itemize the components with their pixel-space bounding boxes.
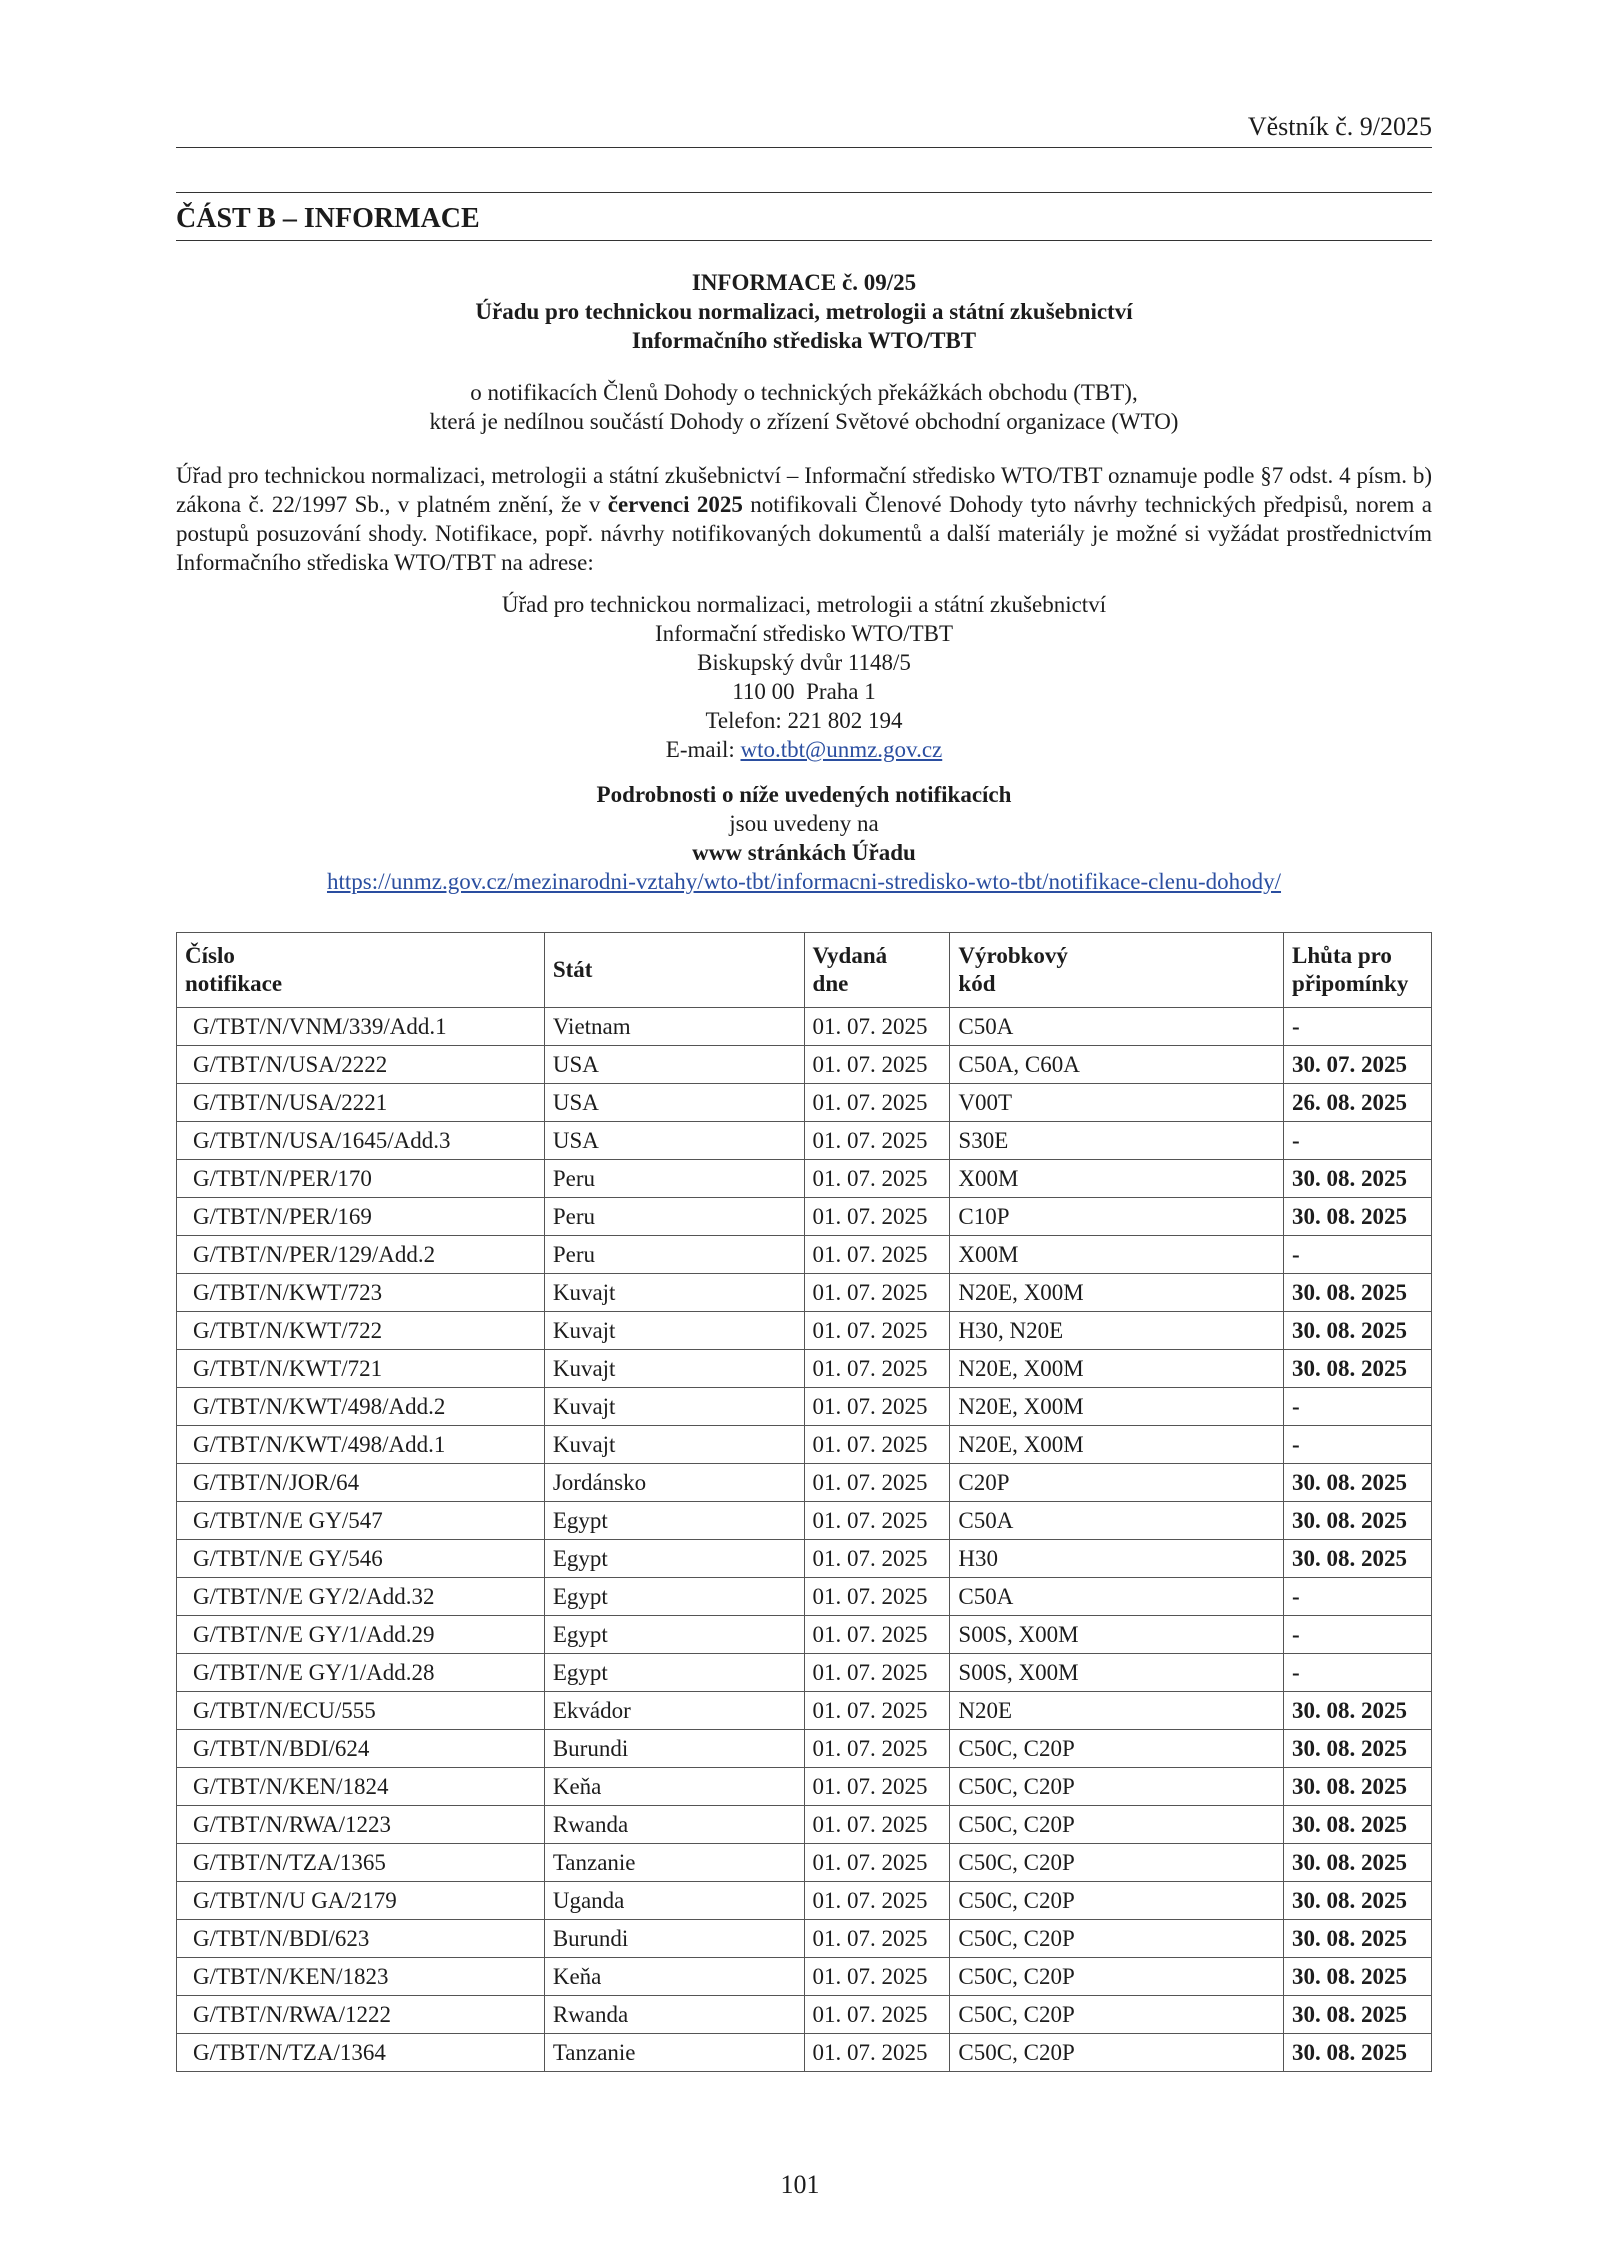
issued-date-cell: 01. 07. 2025 [804,1350,950,1388]
issued-date-cell: 01. 07. 2025 [804,1616,950,1654]
product-code-cell: C20P [950,1464,1284,1502]
issued-date-cell: 01. 07. 2025 [804,1768,950,1806]
notification-number-cell: G/TBT/N/PER/169 [177,1198,545,1236]
deadline-cell: 30. 08. 2025 [1284,1958,1432,1996]
issued-date-cell: 01. 07. 2025 [804,1198,950,1236]
deadline-cell: - [1284,1122,1432,1160]
table-row [177,1920,1432,1958]
notification-number-cell: G/TBT/N/KWT/498/Add.1 [177,1426,545,1464]
country-cell: Egypt [544,1578,804,1616]
product-code-cell: X00M [950,1236,1284,1274]
notification-number-cell: G/TBT/N/USA/2221 [177,1084,545,1122]
notification-number-cell: G/TBT/N/BDI/623 [177,1920,545,1958]
bulletin-issue: Věstník č. 9/2025 [1247,112,1432,141]
address-line1: Úřad pro technickou normalizaci, metrologii a státní zkušebnictví [501,592,1107,617]
product-code-cell: C50C, C20P [950,1882,1284,1920]
table-row [177,1008,1432,1046]
product-code-cell: C50C, C20P [950,1996,1284,2034]
country-cell: Kuvajt [544,1350,804,1388]
section-rule-bottom [176,240,1432,241]
product-code-cell: N20E, X00M [950,1426,1284,1464]
country-cell: Keňa [544,1958,804,1996]
notification-number-cell: G/TBT/N/E GY/547 [177,1502,545,1540]
deadline-cell: 30. 08. 2025 [1284,1198,1432,1236]
country-cell: Tanzanie [544,2034,804,2072]
issued-date-cell: 01. 07. 2025 [804,1996,950,2034]
table-row [177,1160,1432,1198]
address-block [176,590,1432,764]
product-code-cell: N20E [950,1692,1284,1730]
country-cell: Kuvajt [544,1426,804,1464]
deadline-cell: - [1284,1008,1432,1046]
email-label: E-mail: [665,737,741,762]
country-cell: Egypt [544,1654,804,1692]
deadline-cell: - [1284,1616,1432,1654]
issued-date-cell: 01. 07. 2025 [804,1046,950,1084]
issued-date-cell: 01. 07. 2025 [804,1730,950,1768]
product-code-cell: C50C, C20P [950,1768,1284,1806]
notification-number-cell: G/TBT/N/RWA/1222 [177,1996,545,2034]
deadline-cell: - [1284,1578,1432,1616]
issued-date-cell: 01. 07. 2025 [804,1084,950,1122]
notification-number-cell: G/TBT/N/BDI/624 [177,1730,545,1768]
notification-number-cell: G/TBT/N/ECU/555 [177,1692,545,1730]
country-cell: Kuvajt [544,1274,804,1312]
notification-number-cell: G/TBT/N/E GY/1/Add.28 [177,1654,545,1692]
table-row [177,1236,1432,1274]
info-subject [176,378,1432,436]
notification-number-cell: G/TBT/N/KEN/1823 [177,1958,545,1996]
table-body [177,1008,1432,2072]
address-line4: 110 00 Praha 1 [732,679,876,704]
table-row [177,1882,1432,1920]
product-code-cell: N20E, X00M [950,1388,1284,1426]
country-cell: Uganda [544,1882,804,1920]
table-row [177,1996,1432,2034]
notification-number-cell: G/TBT/N/PER/129/Add.2 [177,1236,545,1274]
intro-paragraph [176,461,1432,577]
country-cell: Ekvádor [544,1692,804,1730]
product-code-cell: C10P [950,1198,1284,1236]
intro-text-2: notifikovali Členové Dohody tyto návrhy technických předpisů, norem a postupů posuzování shody. Notifikace, popř. návrhy notifikovaných dokumentů a další materiály je možné si vyžádat prostřednictvím Informačního střediska WTO/TBT na adrese: [176,492,1433,575]
table-row [177,1654,1432,1692]
notification-number-cell: G/TBT/N/RWA/1223 [177,1806,545,1844]
product-code-cell: C50A, C60A [950,1046,1284,1084]
issued-date-cell: 01. 07. 2025 [804,1882,950,1920]
notification-number-cell: G/TBT/N/JOR/64 [177,1464,545,1502]
table-row [177,1768,1432,1806]
product-code-cell: H30, N20E [950,1312,1284,1350]
table-row [177,1388,1432,1426]
intro-text-bold: červenci 2025 [607,492,743,517]
notification-number-cell: G/TBT/N/USA/2222 [177,1046,545,1084]
issued-date-cell: 01. 07. 2025 [804,1502,950,1540]
notification-number-cell: G/TBT/N/E GY/2/Add.32 [177,1578,545,1616]
info-about-line1: o notifikacích Členů Dohody o technických překážkách obchodu (TBT), [470,380,1138,405]
notification-number-cell: G/TBT/N/KEN/1824 [177,1768,545,1806]
country-cell: Jordánsko [544,1464,804,1502]
issued-date-cell: 01. 07. 2025 [804,1578,950,1616]
notification-number-cell: G/TBT/N/KWT/721 [177,1350,545,1388]
table-row [177,1502,1432,1540]
issued-date-cell: 01. 07. 2025 [804,1426,950,1464]
deadline-cell: 30. 08. 2025 [1284,1274,1432,1312]
country-cell: Vietnam [544,1008,804,1046]
product-code-cell: C50A [950,1008,1284,1046]
deadline-cell: 26. 08. 2025 [1284,1084,1432,1122]
product-code-cell: C50C, C20P [950,1958,1284,1996]
product-code-cell: C50C, C20P [950,1730,1284,1768]
deadline-cell: 30. 08. 2025 [1284,1160,1432,1198]
deadline-cell: 30. 08. 2025 [1284,1540,1432,1578]
issued-date-cell: 01. 07. 2025 [804,1236,950,1274]
table-row [177,1540,1432,1578]
country-cell: USA [544,1046,804,1084]
info-about-line2: která je nedílnou součástí Dohody o zřízení Světové obchodní organizace (WTO) [429,409,1179,434]
deadline-cell: 30. 08. 2025 [1284,1768,1432,1806]
deadline-cell: 30. 08. 2025 [1284,1502,1432,1540]
table-header-row [177,933,1432,1008]
table-row [177,1312,1432,1350]
country-cell: Burundi [544,1730,804,1768]
address-email-line [176,735,1432,764]
deadline-cell: 30. 08. 2025 [1284,1464,1432,1502]
country-cell: Egypt [544,1616,804,1654]
deadline-cell: - [1284,1236,1432,1274]
country-cell: Peru [544,1160,804,1198]
notification-number-cell: G/TBT/N/KWT/722 [177,1312,545,1350]
issued-date-cell: 01. 07. 2025 [804,1388,950,1426]
table-row [177,1806,1432,1844]
deadline-cell: 30. 08. 2025 [1284,1844,1432,1882]
notification-number-cell: G/TBT/N/KWT/723 [177,1274,545,1312]
product-code-cell: C50C, C20P [950,1844,1284,1882]
issued-date-cell: 01. 07. 2025 [804,1274,950,1312]
email-link[interactable]: wto.tbt@unmz.gov.cz [740,737,943,762]
country-cell: Rwanda [544,1996,804,2034]
notification-number-cell: G/TBT/N/TZA/1364 [177,2034,545,2072]
product-code-cell: X00M [950,1160,1284,1198]
product-code-cell: V00T [950,1084,1284,1122]
issued-date-cell: 01. 07. 2025 [804,1122,950,1160]
country-cell: Burundi [544,1920,804,1958]
deadline-cell: 30. 08. 2025 [1284,1692,1432,1730]
product-code-cell: S00S, X00M [950,1654,1284,1692]
issued-date-cell: 01. 07. 2025 [804,1806,950,1844]
issued-date-cell: 01. 07. 2025 [804,1008,950,1046]
table-row [177,1350,1432,1388]
country-cell: Keňa [544,1768,804,1806]
issued-date-cell: 01. 07. 2025 [804,1654,950,1692]
issued-date-cell: 01. 07. 2025 [804,1692,950,1730]
notification-number-cell: G/TBT/N/E GY/546 [177,1540,545,1578]
info-number: INFORMACE č. 09/25 [691,270,917,295]
table-row [177,1426,1432,1464]
country-cell: Kuvajt [544,1312,804,1350]
col-header-country: Stát [544,933,804,1008]
details-line1: Podrobnosti o níže uvedených notifikacích [596,782,1012,807]
product-code-cell: S30E [950,1122,1284,1160]
deadline-cell: - [1284,1388,1432,1426]
notification-number-cell: G/TBT/N/USA/1645/Add.3 [177,1122,545,1160]
issued-date-cell: 01. 07. 2025 [804,1920,950,1958]
address-line3: Biskupský dvůr 1148/5 [697,650,911,675]
deadline-cell: 30. 08. 2025 [1284,1920,1432,1958]
table-row [177,1464,1432,1502]
section-rule-top [176,192,1432,193]
notification-number-cell: G/TBT/N/PER/170 [177,1160,545,1198]
notification-number-cell: G/TBT/N/VNM/339/Add.1 [177,1008,545,1046]
col-header-notification-number: Číslo notifikace [177,933,545,1008]
table-row [177,2034,1432,2072]
table-row [177,1730,1432,1768]
table-row [177,1844,1432,1882]
product-code-cell: H30 [950,1540,1284,1578]
header-rule [176,147,1432,148]
notification-number-cell: G/TBT/N/E GY/1/Add.29 [177,1616,545,1654]
intro-text-1: Úřad pro technickou normalizaci, metrologii a státní zkušebnictví – Informační středisko WTO/TBT oznamuje podle §7 odst. 4 písm. b) zákona č. 22/1997 Sb., v platném znění, že v [176,463,1432,517]
country-cell: Rwanda [544,1806,804,1844]
page-number: 101 [780,2170,820,2199]
notification-number-cell: G/TBT/N/KWT/498/Add.2 [177,1388,545,1426]
country-cell: Kuvajt [544,1388,804,1426]
info-center: Informačního střediska WTO/TBT [631,328,977,353]
issued-date-cell: 01. 07. 2025 [804,2034,950,2072]
deadline-cell: 30. 08. 2025 [1284,2034,1432,2072]
col-header-comment-deadline: Lhůta pro připomínky [1284,933,1432,1008]
product-code-cell: N20E, X00M [950,1350,1284,1388]
product-code-cell: C50C, C20P [950,1806,1284,1844]
details-block [176,780,1432,896]
product-code-cell: C50C, C20P [950,1920,1284,1958]
col-header-issued: Vydaná dne [804,933,950,1008]
product-code-cell: N20E, X00M [950,1274,1284,1312]
table-row [177,1958,1432,1996]
deadline-cell: 30. 08. 2025 [1284,1730,1432,1768]
info-office: Úřadu pro technickou normalizaci, metrologii a státní zkušebnictví [475,299,1133,324]
product-code-cell: C50A [950,1502,1284,1540]
notification-number-cell: G/TBT/N/U GA/2179 [177,1882,545,1920]
deadline-cell: 30. 08. 2025 [1284,1996,1432,2034]
product-code-cell: C50A [950,1578,1284,1616]
table-row [177,1274,1432,1312]
country-cell: Egypt [544,1540,804,1578]
country-cell: Tanzanie [544,1844,804,1882]
deadline-cell: - [1284,1654,1432,1692]
table-row [177,1084,1432,1122]
deadline-cell: 30. 08. 2025 [1284,1350,1432,1388]
country-cell: Peru [544,1198,804,1236]
address-line2: Informační středisko WTO/TBT [654,621,954,646]
deadline-cell: 30. 08. 2025 [1284,1806,1432,1844]
table-row [177,1046,1432,1084]
issued-date-cell: 01. 07. 2025 [804,1312,950,1350]
deadline-cell: 30. 08. 2025 [1284,1882,1432,1920]
product-code-cell: C50C, C20P [950,2034,1284,2072]
issued-date-cell: 01. 07. 2025 [804,1540,950,1578]
issued-date-cell: 01. 07. 2025 [804,1844,950,1882]
country-cell: USA [544,1122,804,1160]
details-line2: jsou uvedeny na [729,811,879,836]
notifications-table [176,932,1432,2072]
deadline-cell: - [1284,1426,1432,1464]
table-row [177,1692,1432,1730]
deadline-cell: 30. 07. 2025 [1284,1046,1432,1084]
table-row [177,1198,1432,1236]
country-cell: USA [544,1084,804,1122]
section-title: ČÁST B – INFORMACE [176,203,480,234]
details-line3: www stránkách Úřadu [692,840,916,865]
issued-date-cell: 01. 07. 2025 [804,1464,950,1502]
table-row [177,1616,1432,1654]
notification-number-cell: G/TBT/N/TZA/1365 [177,1844,545,1882]
info-heading [176,268,1432,355]
table-row [177,1578,1432,1616]
deadline-cell: 30. 08. 2025 [1284,1312,1432,1350]
col-header-product-code: Výrobkový kód [950,933,1284,1008]
country-cell: Peru [544,1236,804,1274]
issued-date-cell: 01. 07. 2025 [804,1160,950,1198]
issued-date-cell: 01. 07. 2025 [804,1958,950,1996]
address-phone: Telefon: 221 802 194 [705,708,903,733]
details-url-link[interactable]: https://unmz.gov.cz/mezinarodni-vztahy/wto-tbt/informacni-stredisko-wto-tbt/notifikace-clenu-dohody/ [326,869,1282,894]
country-cell: Egypt [544,1502,804,1540]
product-code-cell: S00S, X00M [950,1616,1284,1654]
table-row [177,1122,1432,1160]
